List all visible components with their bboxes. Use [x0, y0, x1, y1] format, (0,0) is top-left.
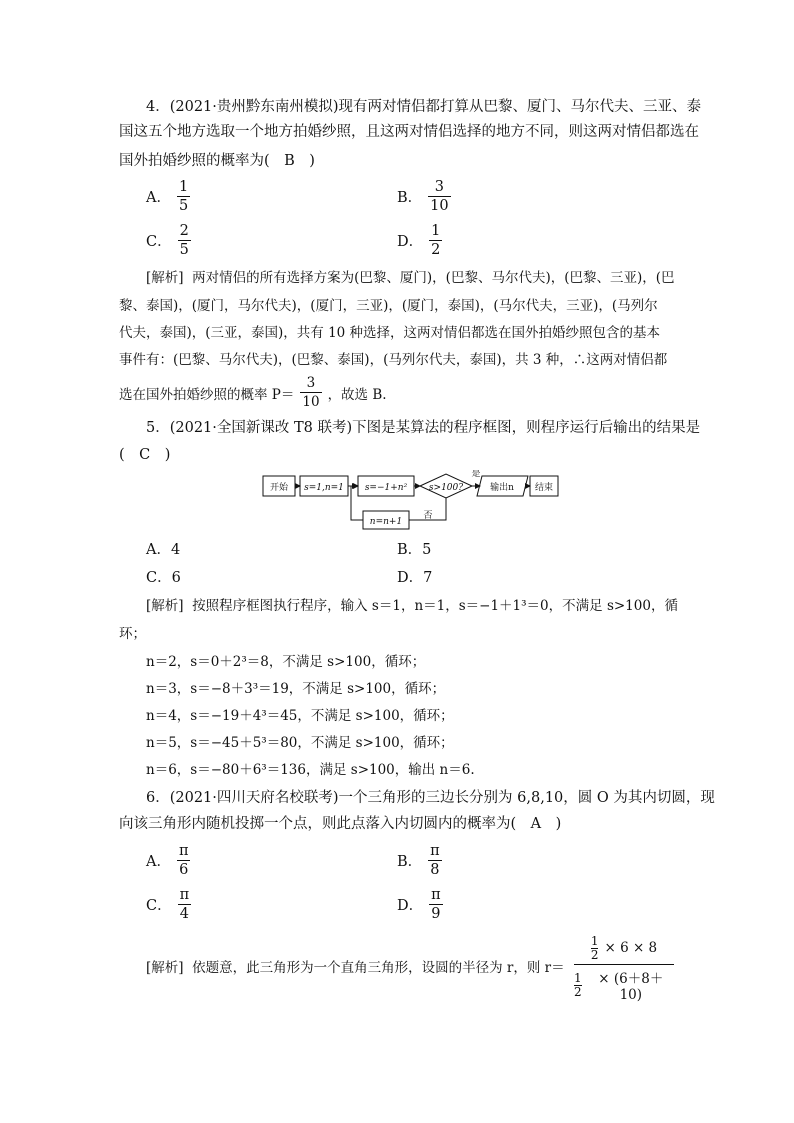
fraction: $\frac{\pi}{9}$ [431, 887, 441, 922]
q5-stem-line2: ( C ) [119, 447, 171, 463]
fraction-numerator: $\frac{1}{2}$ × 6 × 8 [590, 933, 658, 962]
loop-arrow [351, 486, 363, 520]
q4-option-d [397, 222, 444, 259]
fraction: $\frac{2}{5}$ [179, 223, 189, 258]
q6-analysis-line1: [解析] 依题意，此三角形为一个直角三角形，设圆的半径为 r，则 r＝ [146, 960, 565, 976]
q5-option-d: D．7 [397, 570, 433, 586]
q4-analysis-line1: [解析] 两对情侣的所有选择方案为(巴黎、厦门)，(巴黎、马尔代夫)，(巴黎、三亚)，(巴 [146, 270, 675, 286]
q4-option-c [146, 222, 193, 259]
analysis-tag: [解析] [146, 960, 184, 976]
q6-option-b [397, 842, 444, 879]
q6-option-d [397, 886, 445, 923]
q5-analysis-line1: [解析] 按照程序框图执行程序，输入 s＝1，n＝1，s＝−1＋1³＝0，不满足 s>100，循 [146, 598, 678, 614]
option-label: D． [397, 898, 424, 914]
option-label: A． [146, 854, 171, 870]
condition-label: s>100? [428, 483, 464, 493]
start-label: 开始 [269, 483, 289, 493]
option-label: C． [146, 234, 172, 250]
q4-option-a [146, 178, 192, 215]
calc-label: s=−1+n² [364, 483, 408, 493]
q5-step: n＝4，s＝−19＋4³＝45，不满足 s>100，循环； [146, 708, 454, 724]
fraction: $\frac{1}{5}$ [178, 179, 189, 214]
q5-analysis-line2: 环； [119, 626, 146, 642]
analysis-tag: [解析] [146, 270, 184, 286]
option-label: D． [397, 234, 424, 250]
q4-analysis-line5: 选在国外拍婚纱照的概率 P＝ $\frac{3}{10}$ ，故选 B. [119, 375, 387, 410]
q6-option-c [146, 886, 193, 923]
q6-stem-line1: 6．(2021·四川天府名校联考)一个三角形的三边长分别为 6,8,10，圆 O 为其内切圆，现 [146, 790, 715, 806]
half-fraction: $\frac{1}{2}$ [590, 933, 599, 962]
q4-analysis-line3: 代夫，泰国)，(三亚，泰国)，共有 10 种选择，这两对情侣都选在国外拍婚纱照包含的基本 [119, 325, 661, 341]
fraction: $\frac{\pi}{4}$ [179, 887, 190, 922]
fraction: $\frac{\pi}{8}$ [430, 843, 440, 878]
half-fraction: $\frac{1}{2}$ [574, 970, 582, 999]
q6-stem-line2: 向该三角形内随机投掷一个点，则此点落入内切圆内的概率为( A ) [119, 816, 562, 832]
radius-fraction [574, 932, 674, 1001]
yes-label: 是 [471, 470, 481, 479]
fraction: $\frac{3}{10}$ [430, 179, 449, 214]
q4-stem-line1: 4．(2021·贵州黔东南州模拟)现有两对情侣都打算从巴黎、厦门、马尔代夫、三亚、泰 [146, 99, 702, 115]
fraction: $\frac{3}{10}$ [302, 375, 320, 410]
option-label: A． [146, 190, 171, 206]
q4-analysis-line2: 黎、泰国)，(厦门，马尔代夫)，(厦门，三亚)，(厦门，泰国)，(马尔代夫，三亚)，(马列尔 [119, 298, 658, 314]
q4-analysis-line4: 事件有：(巴黎、马尔代夫)，(巴黎、泰国)，(马列尔代夫，泰国)，共 3 种，∴这两对情侣都 [119, 352, 668, 368]
option-label: B． [397, 190, 423, 206]
option-label: C． [146, 898, 172, 914]
program-flowchart [260, 470, 560, 532]
q5-step: n＝6，s＝−80＋6³＝136，满足 s>100，输出 n＝6. [146, 762, 475, 778]
fraction-denominator: $\frac{1}{2}$ × (6＋8＋10) [574, 970, 664, 1003]
q5-option-a: A．4 [146, 542, 181, 558]
q6-option-a [146, 842, 193, 879]
increment-label: n=n+1 [369, 517, 403, 527]
no-label: 否 [423, 511, 433, 521]
fraction: $\frac{\pi}{6}$ [178, 843, 189, 878]
fraction: $\frac{1}{2}$ [431, 223, 441, 258]
q5-step: n＝3，s＝−8＋3³＝19，不满足 s>100，循环； [146, 681, 446, 697]
q5-option-b: B．5 [397, 542, 432, 558]
q5-option-c: C．6 [146, 570, 181, 586]
q4-stem-line3: 国外拍婚纱照的概率为( B ) [119, 153, 315, 169]
q5-step: n＝2，s＝0＋2³＝8，不满足 s>100，循环； [146, 654, 426, 670]
init-label: s=1,n=1 [304, 483, 344, 493]
q4-stem-line2: 国这五个地方选取一个地方拍婚纱照，且这两对情侣选择的地方不同，则这两对情侣都选在 [119, 124, 699, 140]
output-label: 输出n [490, 483, 514, 493]
analysis-tag: [解析] [146, 598, 184, 614]
end-label: 结束 [534, 483, 554, 493]
q4-option-b [397, 178, 453, 215]
q5-stem-line1: 5．(2021·全国新课改 T8 联考)下图是某算法的程序框图，则程序运行后输出的结果是 [146, 420, 701, 436]
q5-step: n＝5，s＝−45＋5³＝80，不满足 s>100，循环； [146, 735, 454, 751]
option-label: B． [397, 854, 423, 870]
